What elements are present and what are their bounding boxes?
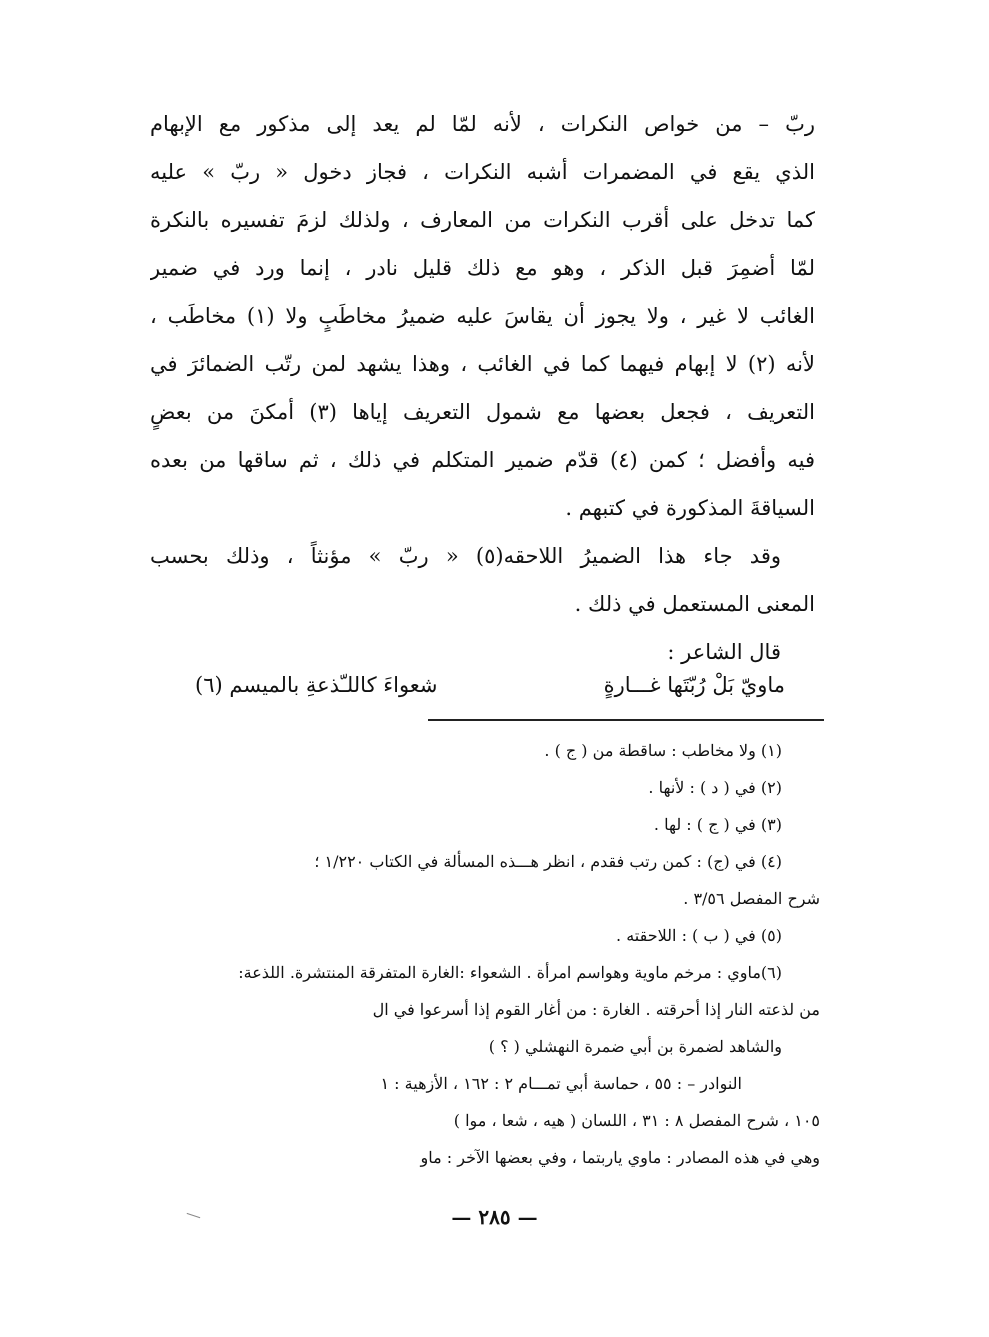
text-line: الغائب لا غير ، ولا يجوز أن يقاسَ عليه ضميرُ مخاطَبٍ ولا (١) مخاطَب ، [150,304,815,328]
footnote-continuation: والشاهد لضمرة بن أبي ضمرة النهشلي ( ؟ ) [488,1037,782,1056]
text-line: فيه وأفضل ؛ كمن (٤) قدّم ضمير المتكلم في ذلك ، ثم ساقها من بعده [150,448,815,472]
footnote-continuation: ١٠٥ ، شرح المفصل ٨ : ٣١ ، اللسان ( هيه ، شعا ، موا ) [453,1111,820,1130]
footnote: (٤) في (ج) : كمن رتب فقدم ، انظر هـــذه المسألة في الكتاب ١/٢٢٠ ؛ [314,852,782,871]
text-line: ُربّ – من خواص النكرات ، لأنه لمّا لم يعد إلى مذكور مع الإبهام [150,112,815,136]
footnote: (٥) في ( ب ) : اللاحقته . [616,926,782,945]
footnotes-block [158,732,820,1176]
verse-hemistich-second: شعواءَ كاللـّذعةِ بالميسم (٦) [195,673,438,697]
footnote-continuation: النوادر – : ٥٥ ، حماسة أبي تمـــام ٢ : ١٦٢ ، الأزهية : ١ [380,1074,742,1093]
paragraph-line: المعنى المستعمل في ذلك . [574,592,815,616]
footnote-continuation: من لذعته النار إذا أحرقته . الغارة : من أغار القوم إذا أسرعوا في ال [372,1000,820,1019]
poet-intro: قال الشاعر : [667,640,781,664]
footnote-continuation: وهي في هذه المصادر : ماوي ياربتما ، وفي بعضها الآخر : ماو [420,1148,820,1167]
verse-hemistich-first: ماويّ بَلْ رُبّتَها غـــارةٍ [603,673,785,697]
text-line: التعريف ، فجعل بعضها مع شمول التعريف إياها (٣) أمكنَ من بعضٍ [150,400,815,424]
footnote: (٣) في ( ج ) : لها . [653,815,782,834]
text-line: الذي يقع في المضمرات أشبه النكرات ، فجاز دخول « ربّ » عليه [150,160,815,184]
text-line: لأنه (٢) لا إبهام فيهما كما في الغائب ، وهذا يشهد لمن رتّب الضمائرَ في [150,352,815,376]
poetry-verse [195,660,785,710]
footnote: (١) ولا مخاطب : ساقطة من ( ج ) . [544,741,782,760]
text-line: السياقةَ المذكورة في كتبهم . [565,496,815,520]
main-text-block [150,100,815,676]
text-line: كما تدخل على أقرب النكرات من المعارف ، ولذلك لزمَ تفسيره بالنكرة [150,208,815,232]
page-number: — ٢٨٥ — [451,1205,538,1229]
footnote: (٢) في ( د ) : لأنها . [648,778,782,797]
footnote-separator [428,719,824,721]
footnote: (٦)ماوي : مرخم ماوية وهواسم امرأة . الشعواء :الغارة المتفرقة المنتشرة. اللذعة: [238,963,782,982]
text-line: لمّا أضمِرَ قبل الذكر ، وهو مع ذلك قليل نادر ، إنما ورد في ضمير [150,256,815,280]
paragraph-line: وقد جاء هذا الضميرُ اللاحقه(٥) « ربّ » مؤنثاً ، وذلك بحسب [150,544,781,568]
footnote-continuation: شرح المفصل ٣/٥٦ . [683,889,820,908]
